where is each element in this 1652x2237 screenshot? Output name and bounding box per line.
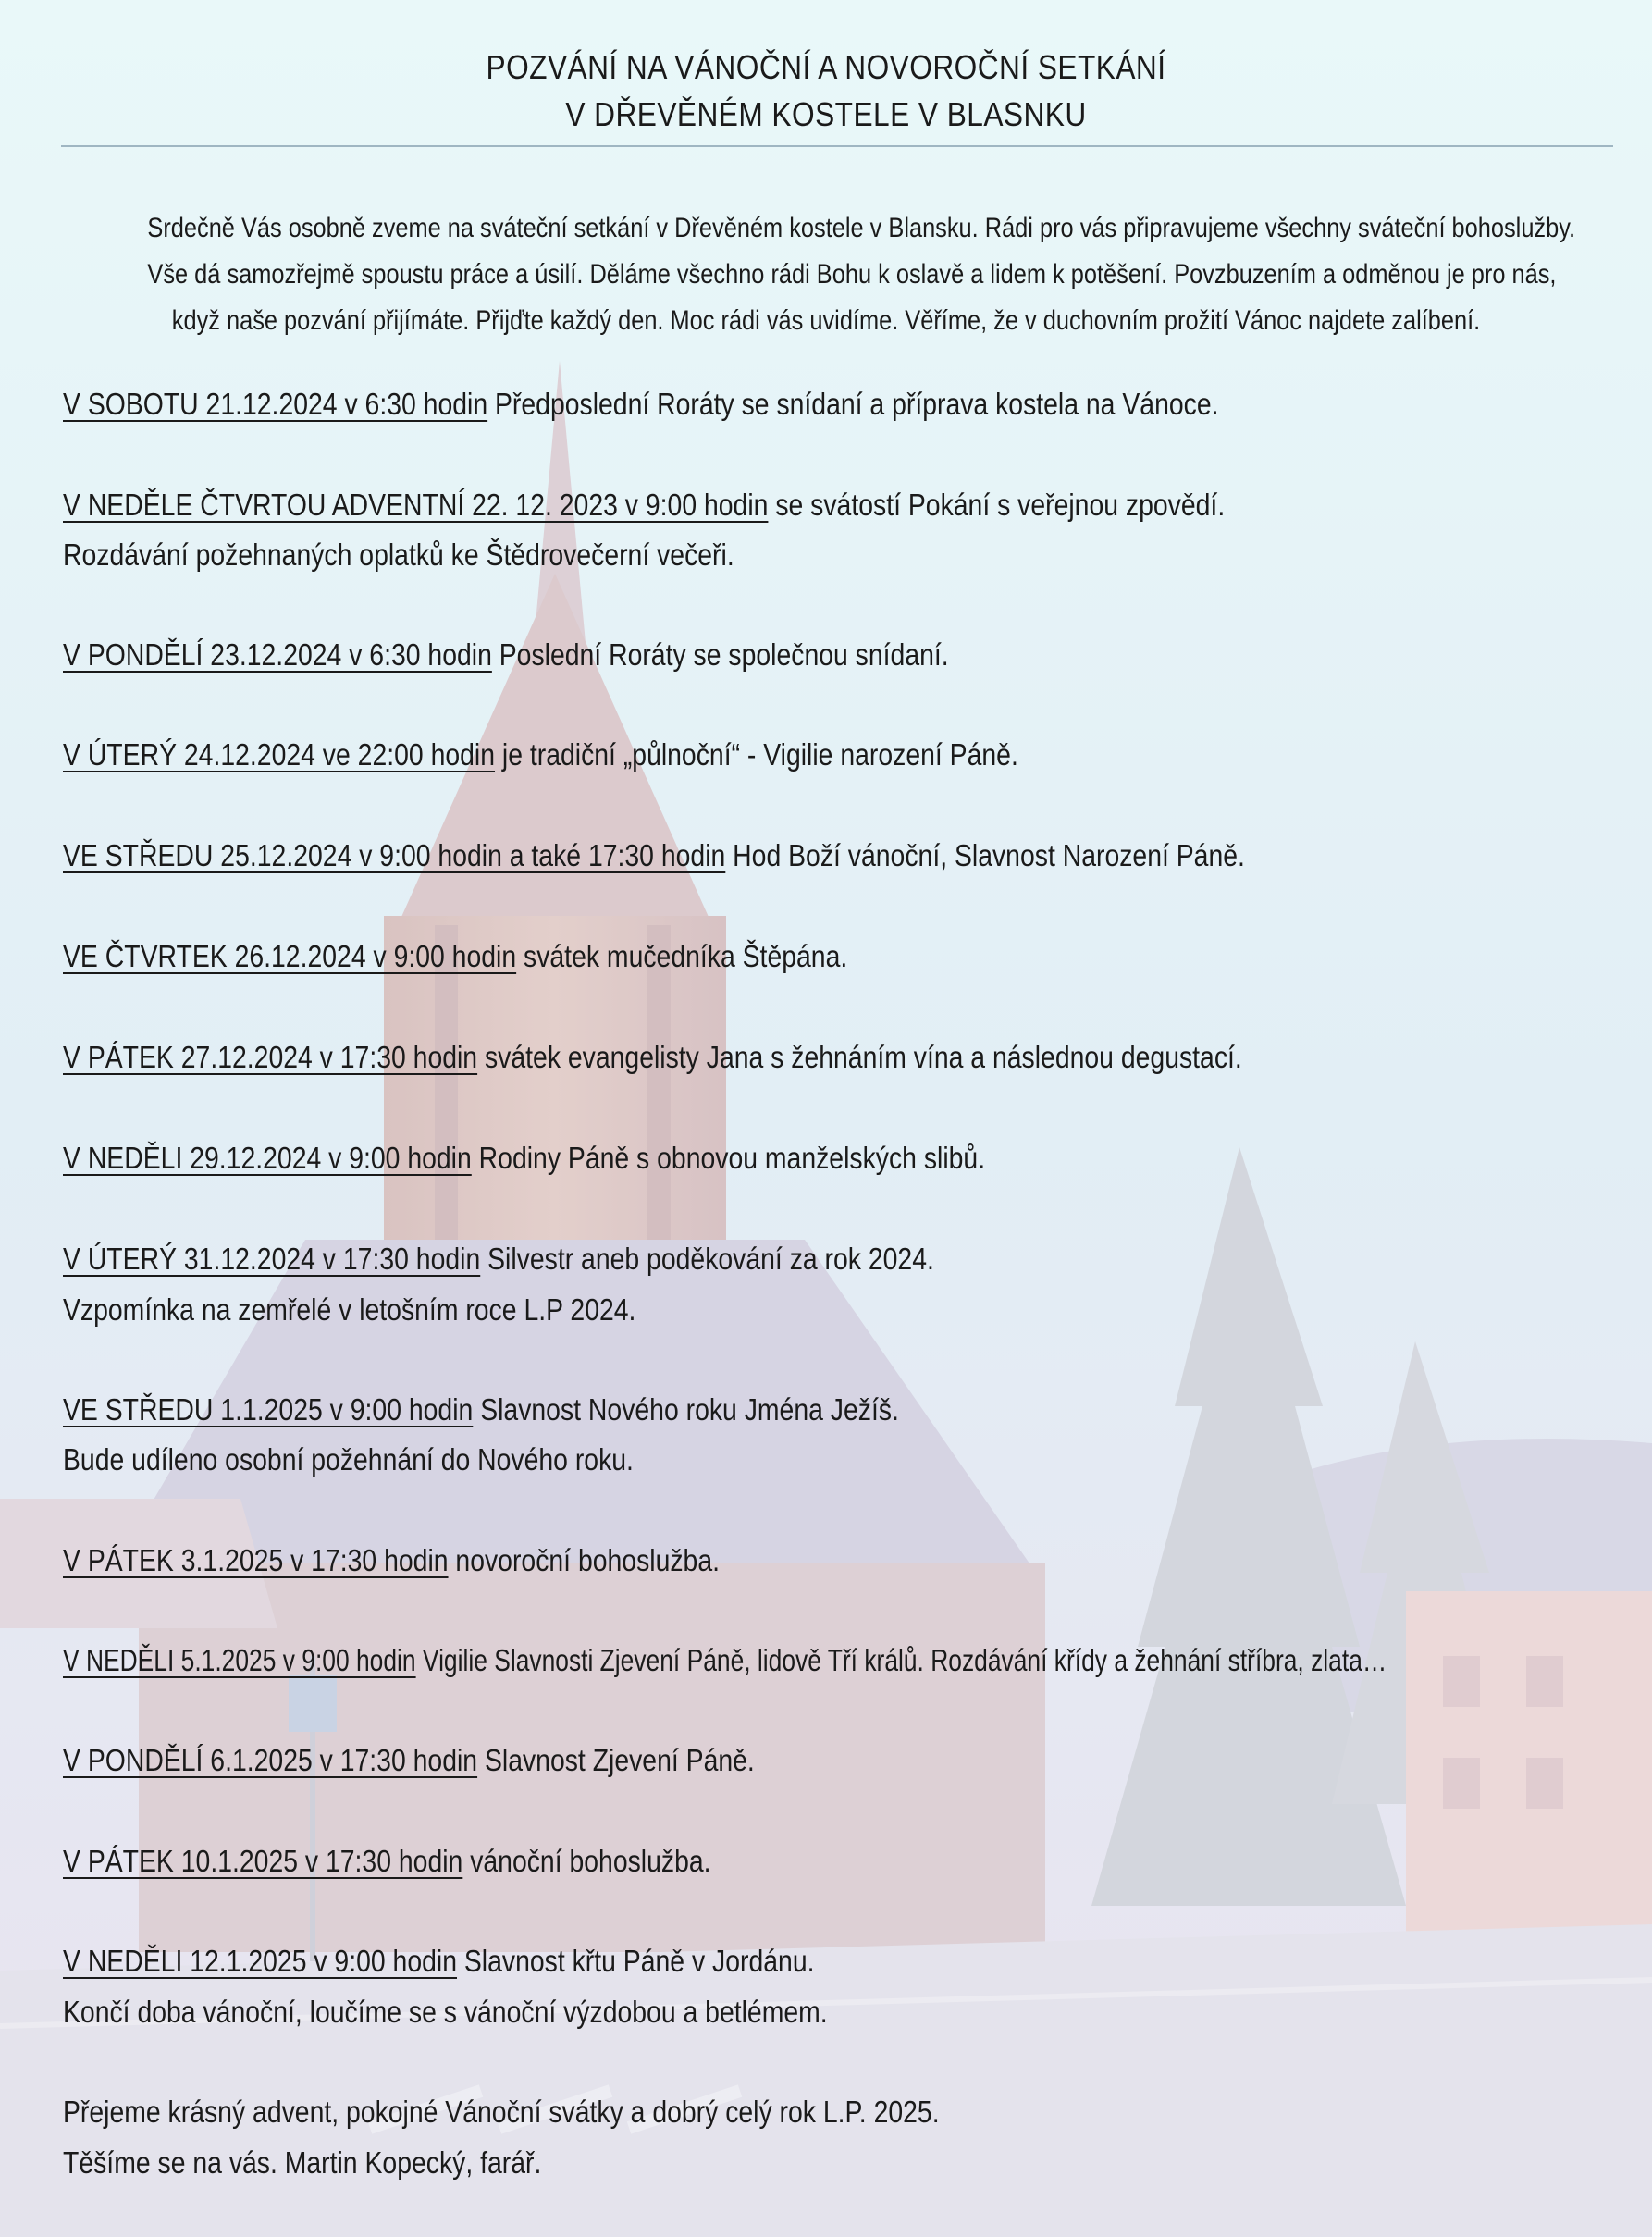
event-line [63, 1392, 899, 1427]
event-text: Poslední Roráty se společnou snídaní. [491, 637, 949, 672]
event-line [63, 1242, 934, 1277]
event-date: V NEDĚLI 29.12.2024 v 9:00 hodin [63, 1141, 472, 1175]
intro-line: když naše pozvání přijímáte. Přijďte každý den. Moc rádi vás uvidíme. Věříme, že v duchovním prožití Vánoc najdete zalíbení. [171, 305, 1481, 336]
event-date: VE STŘEDU 25.12.2024 v 9:00 hodin a také 17:30 hodin [63, 838, 726, 872]
event-text: svátek mučedníka Štěpána. [516, 939, 848, 973]
intro-line: Vše dá samozřejmě spoustu práce a úsilí. Děláme všechno rádi Bohu k oslavě a lidem k potěšení. Povzbuzením a odměnou je pro nás, [147, 259, 1557, 290]
event-date: V NEDĚLI 12.1.2025 v 9:00 hodin [63, 1944, 457, 1978]
event-date: V ÚTERÝ 24.12.2024 ve 22:00 hodin [63, 737, 496, 772]
event-line [63, 1643, 1387, 1678]
event-text: novoroční bohoslužba. [448, 1543, 720, 1577]
event-text: je tradiční „půlnoční“ - Vigilie narození Páně. [495, 737, 1018, 772]
event-text: svátek evangelisty Jana s žehnáním vína a následnou degustací. [477, 1040, 1242, 1074]
event-date: VE ČTVRTEK 26.12.2024 v 9:00 hodin [63, 939, 517, 973]
event-text: se svátostí Pokání s veřejnou zpovědí. [768, 488, 1226, 522]
event-line [63, 1141, 985, 1176]
event-line [63, 838, 1245, 873]
signature-line: Těšíme se na vás. Martin Kopecký, farář. [63, 2145, 542, 2180]
event-text: Předposlední Roráty se snídaní a příprava kostela na Vánoce. [487, 387, 1219, 421]
event-text: Rodiny Páně s obnovou manželských slibů. [471, 1141, 986, 1175]
event-line [63, 387, 1218, 422]
event-date: V PÁTEK 3.1.2025 v 17:30 hodin [63, 1543, 449, 1577]
event-line [63, 1844, 711, 1879]
title-divider [61, 145, 1613, 147]
event-text: vánoční bohoslužba. [462, 1844, 711, 1878]
closing-line: Přejeme krásný advent, pokojné Vánoční svátky a dobrý celý rok L.P. 2025. [63, 2095, 940, 2129]
event-line [63, 1944, 814, 1979]
event-line [63, 1543, 720, 1578]
event-date: V NEDĚLE ČTVRTOU ADVENTNÍ 22. 12. 2023 v 9:00 hodin [63, 488, 769, 522]
event-line [63, 1040, 1242, 1075]
event-date: V PÁTEK 10.1.2025 v 17:30 hodin [63, 1844, 463, 1878]
event-date: V ÚTERÝ 31.12.2024 v 17:30 hodin [63, 1242, 481, 1276]
event-text: Slavnost Nového roku Jména Ježíš. [473, 1392, 899, 1427]
event-extra-line: Rozdávání požehnaných oplatků ke Štědrovečerní večeři. [63, 538, 734, 572]
event-date: V SOBOTU 21.12.2024 v 6:30 hodin [63, 387, 488, 421]
event-line [63, 737, 1018, 772]
title-line-1: POZVÁNÍ NA VÁNOČNÍ A NOVOROČNÍ SETKÁNÍ [486, 48, 1166, 86]
event-date: V PONDĚLÍ 23.12.2024 v 6:30 hodin [63, 637, 492, 672]
event-text: Vigilie Slavnosti Zjevení Páně, lidově Tří králů. Rozdávání křídy a žehnání stříbra, zlata… [415, 1643, 1387, 1677]
event-line [63, 939, 847, 974]
title-line-2: V DŘEVĚNÉM KOSTELE V BLASNKU [565, 95, 1087, 133]
event-date: V PONDĚLÍ 6.1.2025 v 17:30 hodin [63, 1743, 478, 1777]
event-extra-line: Končí doba vánoční, loučíme se s vánoční výzdobou a betlémem. [63, 1995, 828, 2029]
event-line [63, 1743, 755, 1778]
event-date: V PÁTEK 27.12.2024 v 17:30 hodin [63, 1040, 478, 1074]
event-extra-line: Bude udíleno osobní požehnání do Nového roku. [63, 1442, 634, 1477]
intro-line: Srdečně Vás osobně zveme na sváteční setkání v Dřevěném kostele v Blansku. Rádi pro vás připravujeme všechny sváteční bohoslužby. [147, 213, 1576, 243]
event-text: Silvestr aneb poděkování za rok 2024. [480, 1242, 934, 1276]
event-date: VE STŘEDU 1.1.2025 v 9:00 hodin [63, 1392, 474, 1427]
event-extra-line: Vzpomínka na zemřelé v letošním roce L.P 2024. [63, 1292, 636, 1327]
event-text: Slavnost křtu Páně v Jordánu. [456, 1944, 815, 1978]
event-line [63, 637, 949, 673]
event-text: Hod Boží vánoční, Slavnost Narození Páně. [725, 838, 1245, 872]
event-text: Slavnost Zjevení Páně. [477, 1743, 755, 1777]
event-date: V NEDĚLI 5.1.2025 v 9:00 hodin [63, 1643, 416, 1677]
event-line [63, 488, 1225, 523]
